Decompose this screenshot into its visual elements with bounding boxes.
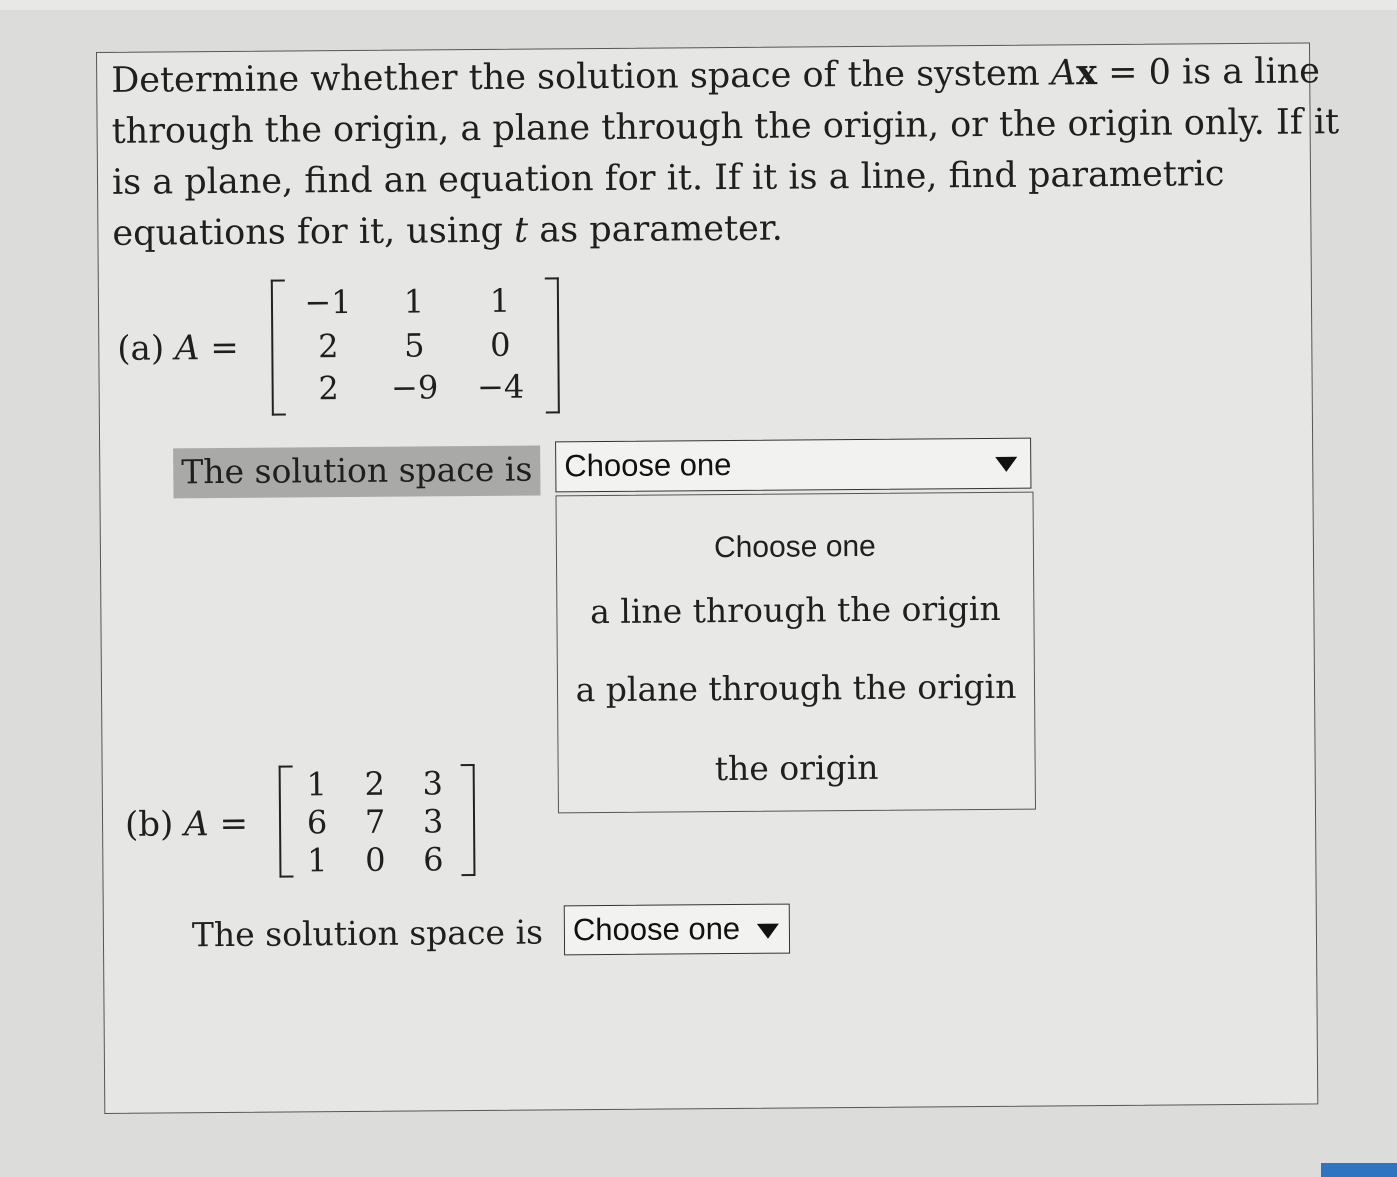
problem-statement xyxy=(111,46,1340,260)
matrix-a xyxy=(271,277,560,415)
problem-card xyxy=(96,42,1340,1114)
matrix-b-cell: 6 xyxy=(306,803,328,842)
matrix-b-cell: 3 xyxy=(422,802,444,841)
dropdown-arrow-icon xyxy=(995,457,1017,472)
top-band xyxy=(0,0,1397,10)
matrix-b-cell: 2 xyxy=(364,764,386,803)
matrix-b-cell: 1 xyxy=(306,765,328,804)
problem-text: as parameter. xyxy=(527,208,783,251)
problem-line-2: through the origin, a plane through the origin, or the origin only. If it xyxy=(111,102,1340,152)
part-a-prefix: (a) xyxy=(117,328,176,369)
select-value: Choose one xyxy=(572,910,741,948)
problem-line-3: is a plane, find an equation for it. If it is a line, find parametric xyxy=(111,154,1225,203)
corner-button[interactable] xyxy=(1321,1163,1397,1177)
part-b-prefix: (b) xyxy=(124,804,185,845)
matrix-b-cell: 6 xyxy=(423,840,444,879)
part-b-label xyxy=(125,804,248,845)
matrix-a-cell: 1 xyxy=(403,282,425,321)
matrix-a-cell: 2 xyxy=(317,327,339,366)
dropdown-option-plane[interactable]: a plane through the origin xyxy=(575,666,1017,710)
matrix-a-cell: −9 xyxy=(390,368,439,407)
dropdown-option-origin[interactable]: the origin xyxy=(714,747,879,789)
problem-text: Determine whether the solution space of the system xyxy=(111,53,1052,101)
matrix-a-cell: 5 xyxy=(403,326,425,365)
matrix-a-cell: 0 xyxy=(489,325,511,364)
matrix-a-cell: 1 xyxy=(489,281,511,320)
problem-text: equations for it, using xyxy=(112,210,515,254)
vector-symbol: x xyxy=(1076,52,1098,94)
matrix-a-cell: −1 xyxy=(304,283,352,322)
matrix-bracket-left xyxy=(271,280,286,416)
matrix-a-cell: −4 xyxy=(476,367,525,407)
parameter-symbol: t xyxy=(513,210,529,251)
matrix-b-cell: 0 xyxy=(365,840,386,879)
dropdown-option-choose-one[interactable]: Choose one xyxy=(713,529,876,565)
matrix-symbol: A xyxy=(174,328,200,369)
problem-text: = 0 is a line xyxy=(1096,51,1321,94)
matrix-b xyxy=(279,764,476,878)
matrix-bracket-right xyxy=(545,277,560,413)
matrix-symbol: A xyxy=(1050,53,1077,94)
problem-line-4 xyxy=(112,200,1292,260)
matrix-b-cell: 7 xyxy=(364,802,386,841)
problem-line-1 xyxy=(111,46,1321,107)
solution-label-b: The solution space is xyxy=(191,912,544,955)
dropdown-arrow-icon xyxy=(757,924,779,939)
select-value: Choose one xyxy=(564,447,732,484)
dropdown-menu-a xyxy=(555,492,1035,814)
equals-sign: = xyxy=(208,803,249,845)
solution-select-a[interactable] xyxy=(555,438,1031,493)
solution-label-a: The solution space is xyxy=(173,446,540,499)
solution-select-b[interactable] xyxy=(564,904,790,956)
equals-sign: = xyxy=(199,327,239,369)
matrix-b-cell: 1 xyxy=(307,841,328,880)
dropdown-option-line[interactable]: a line through the origin xyxy=(590,588,1001,632)
matrix-symbol: A xyxy=(184,804,209,845)
matrix-a-cell: 2 xyxy=(318,369,339,408)
part-a-label xyxy=(117,328,239,369)
matrix-b-cell: 3 xyxy=(422,764,444,803)
